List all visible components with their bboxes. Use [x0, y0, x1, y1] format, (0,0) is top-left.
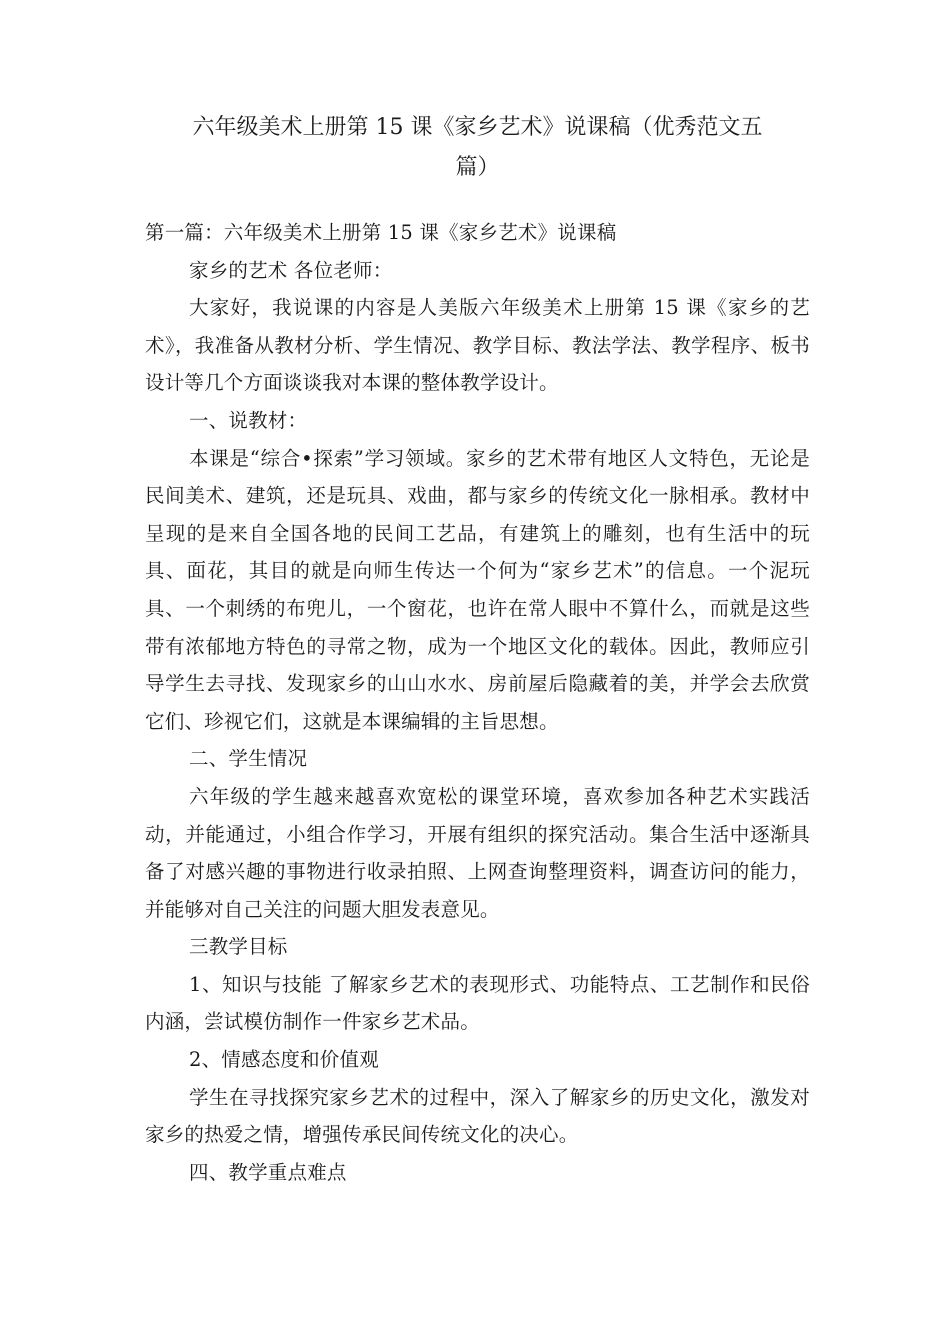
heading-goals: 三教学目标: [189, 935, 288, 959]
paragraph-goal-attitude: 学生在寻找探究家乡艺术的过程中，深入了解家乡的历史文化，激发对家乡的热爱之情，增强传承民间传统文化的决心。: [145, 1085, 810, 1147]
paragraph-greeting: 家乡的艺术 各位老师：: [189, 258, 393, 282]
paragraph-textbook: 本课是“综合•探索”学习领域。家乡的艺术带有地区人文特色，无论是民间美术、建筑，还是玩具、戏曲，都与家乡的传统文化一脉相承。教材中呈现的是来自全国各地的民间工艺品，有建筑上的雕刻，也有生活中的玩具、面花，其目的就是向师生传达一个何为“家乡艺术”的信息。一个泥玩具、一个刺绣的布兜儿，一个窗花，也许在常人眼中不算什么，而就是这些带有浓郁地方特色的寻常之物，成为一个地区文化的载体。因此，教师应引导学生去寻找、发现家乡的山山水水、房前屋后隐藏着的美，并学会去欣赏它们、珍视它们，这就是本课编辑的主旨思想。: [145, 446, 810, 733]
paragraph-students: 六年级的学生越来越喜欢宽松的课堂环境，喜欢参加各种艺术实践活动，并能通过，小组合作学习，开展有组织的探究活动。集合生活中逐渐具备了对感兴趣的事物进行收录拍照、上网查询整理资料，调查访问的能力，并能够对自己关注的问题大胆发表意见。: [145, 784, 810, 921]
document-page: [145, 108, 810, 1191]
heading-key-points: 四、教学重点难点: [189, 1160, 347, 1184]
paragraph-goal-knowledge: 1、知识与技能 了解家乡艺术的表现形式、功能特点、工艺制作和民俗内涵，尝试模仿制作一件家乡艺术品。: [145, 972, 810, 1034]
heading-textbook: 一、说教材：: [189, 408, 308, 432]
section-heading: 第一篇：六年级美术上册第 15 课《家乡艺术》说课稿: [145, 221, 617, 244]
heading-goal-attitude: 2、情感态度和价值观: [189, 1048, 379, 1072]
document-title: [145, 108, 810, 188]
title-line-2: 篇）: [455, 155, 500, 180]
heading-students: 二、学生情况: [189, 747, 308, 771]
title-line-1: 六年级美术上册第 15 课《家乡艺术》说课稿（优秀范文五: [192, 115, 763, 140]
paragraph-intro: 大家好，我说课的内容是人美版六年级美术上册第 15 课《家乡的艺术》，我准备从教材分析、学生情况、教学目标、教法学法、教学程序、板书设计等几个方面谈谈我对本课的整体教学设计。: [145, 296, 810, 395]
